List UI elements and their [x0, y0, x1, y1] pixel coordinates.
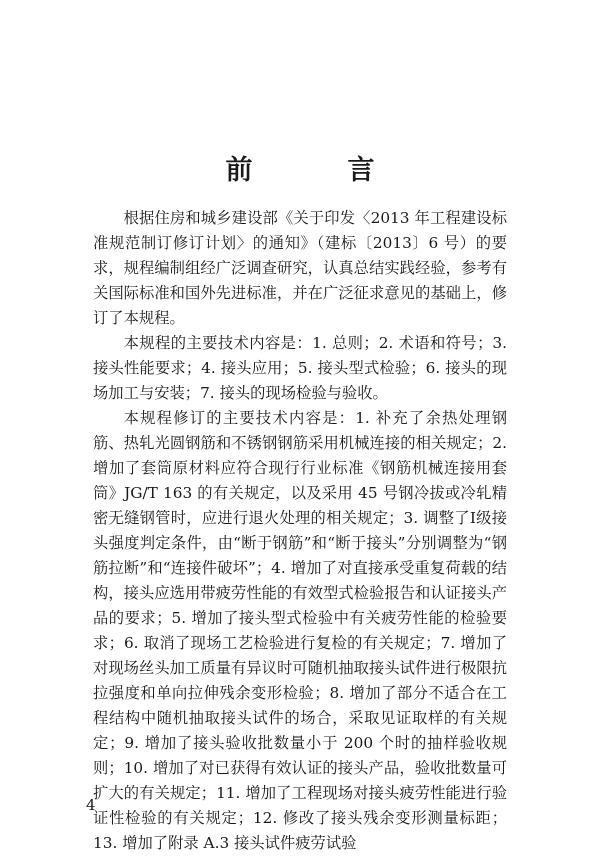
- paragraph-main-contents: 本规程的主要技术内容是：1. 总则；2. 术语和符号；3. 接头性能要求；4. 接头应用；5. 接头型式检验；6. 接头的现场加工与安装；7. 接头的现场检验与验收。: [93, 334, 507, 402]
- paragraph-intro: 根据住房和城乡建设部《关于印发〈2013 年工程建设标准规范制订修订计划〉的通知》（建标〔2013〕6 号）的要求，规程编制组经广泛调查研究，认真总结实践经验，参考有关国际标准和国外先进标准，并在广泛征求意见的基础上，修订了本规程。: [93, 209, 507, 327]
- body-text: [93, 206, 507, 856]
- page-title: 前 言: [225, 155, 409, 186]
- page-number: 4: [86, 796, 96, 814]
- paragraph-revisions: 本规程修订的主要技术内容是：1. 补充了余热处理钢筋、热轧光圆钢筋和不锈钢钢筋采用机械连接的相关规定；2. 增加了套筒原材料应符合现行行业标准《钢筋机械连接用套筒》JG/T 163 的有关规定，以及采用 45 号钢冷拔或冷轧精密无缝钢管时，应进行退火处理的相关规定；3. 调整了Ⅰ级接头强度判定条件，由“断于钢筋”和“断于接头”分别调整为“钢筋拉断”和“连接件破坏”；4. 增加了对直接承受重复荷载的结构，接头应选用带疲劳性能的有效型式检验报告和认证接头产品的要求；5. 增加了接头型式检验中有关疲劳性能的检验要求；6. 取消了现场工艺检验进行复检的有关规定；7. 增加了对现场丝头加工质量有异议时可随机抽取接头试件进行极限抗拉强度和单向拉伸残余变形检验；8. 增加了部分不适合在工程结构中随机抽取接头试件的场合，采取见证取样的有关规定；9. 增加了接头验收批数量小于 200 个时的抽样验收规则；10. 增加了对已获得有效认证的接头产品，验收批数量可扩大的有关规定；11. 增加了工程现场对接头疲劳性能进行验证性检验的有关规定；12. 修改了接头残余变形测量标距；13. 增加了附录 A.3 接头试件疲劳试验: [93, 409, 507, 852]
